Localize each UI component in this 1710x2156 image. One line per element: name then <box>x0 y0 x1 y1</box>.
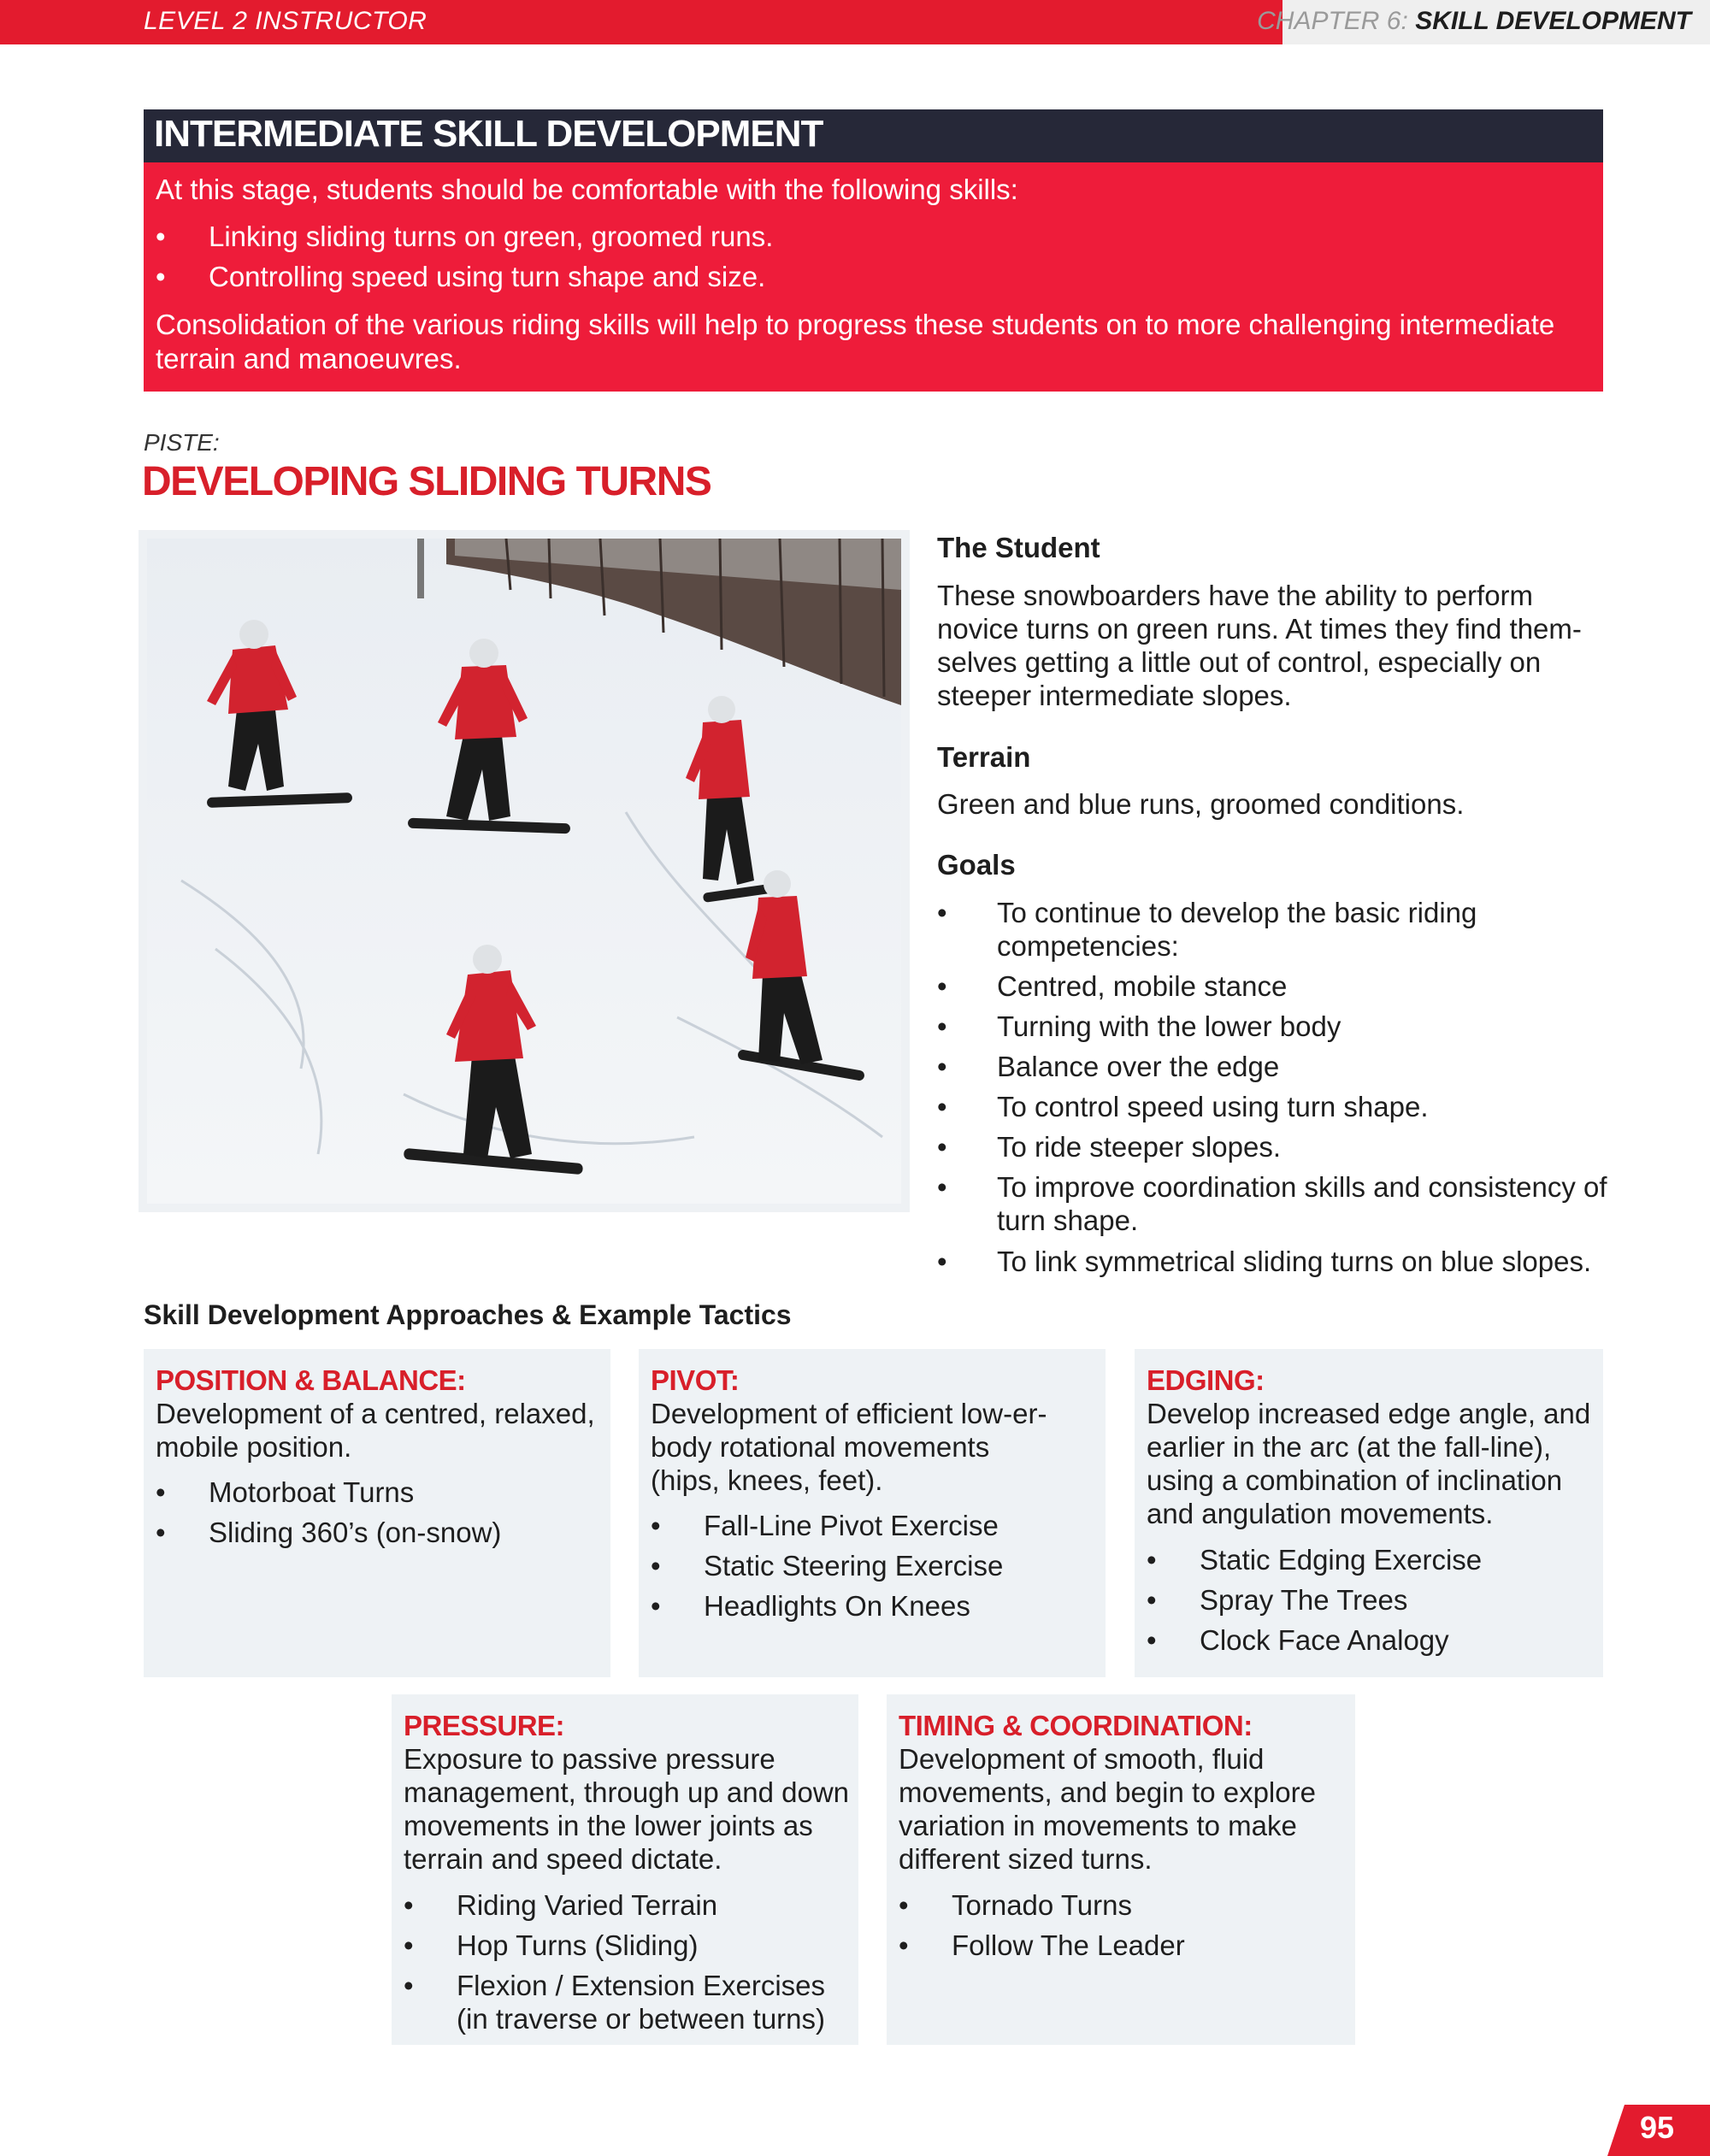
card-item-text: Fall-Line Pivot Exercise <box>704 1510 999 1541</box>
goal-text: Centred, mobile stance <box>997 970 1288 1002</box>
bullet-dot: • <box>404 1889 414 1921</box>
chapter-prefix: CHAPTER 6: <box>1257 7 1408 35</box>
approaches-title: Skill Development Approaches & Example Tactics <box>144 1299 792 1330</box>
card-item-text: Sliding 360’s (on-snow) <box>209 1517 502 1548</box>
bullet-dot: • <box>156 261 166 292</box>
card-item-text: Flexion / Extension Exercises (in traverse or between turns) <box>457 1970 826 2035</box>
card-description: Exposure to passive pressure management, through up and down movements in the lower joints as terrain and speed dictate. <box>404 1743 850 1875</box>
bullet-dot: • <box>1147 1584 1157 1616</box>
card-item-text: Motorboat Turns <box>209 1476 415 1508</box>
card-title: TIMING & COORDINATION: <box>899 1710 1253 1741</box>
header-course-label: LEVEL 2 INSTRUCTOR <box>144 7 428 35</box>
page-number-slant <box>1607 2105 1624 2156</box>
intro-box <box>144 162 1603 392</box>
intro-lead: At this stage, students should be comfortable with the following skills: <box>156 174 1018 205</box>
bullet-dot: • <box>937 1051 947 1082</box>
card-item-text: Follow The Leader <box>952 1929 1185 1961</box>
bullet-dot: • <box>937 897 947 928</box>
bullet-dot: • <box>651 1590 661 1622</box>
card-description: Development of a centred, relaxed, mobile position. <box>156 1398 595 1463</box>
student-text: These snowboarders have the ability to perform novice turns on green runs. At times they find them-selves getting a little out of control, especially on steeper intermediate slopes. <box>937 580 1582 711</box>
card-item-text: Riding Varied Terrain <box>457 1889 718 1921</box>
card-item-text: Static Edging Exercise <box>1200 1544 1483 1576</box>
card-item-text: Spray The Trees <box>1200 1584 1408 1616</box>
card-description: Develop increased edge angle, and earlier in the arc (at the fall-line), using a combination of inclination and angulation movements. <box>1147 1398 1591 1529</box>
goal-text: To control speed using turn shape. <box>997 1091 1429 1122</box>
card-position-balance <box>144 1349 610 1677</box>
card-title: EDGING: <box>1147 1364 1265 1396</box>
bullet-dot: • <box>651 1510 661 1541</box>
card-timing-coordination <box>887 1694 1355 2045</box>
goal-text: Balance over the edge <box>997 1051 1280 1082</box>
bullet-dot: • <box>899 1929 909 1961</box>
goal-text: To continue to develop the basic riding competencies: <box>997 897 1477 962</box>
section-kicker: PISTE: <box>144 429 220 456</box>
card-item-text: Static Steering Exercise <box>704 1550 1004 1582</box>
chapter-title: SKILL DEVELOPMENT <box>1415 7 1691 35</box>
bullet-dot: • <box>937 1246 947 1277</box>
goal-text: To ride steeper slopes. <box>997 1131 1282 1163</box>
intro-bullet-text: Linking sliding turns on green, groomed runs. <box>209 221 774 252</box>
intro-title: INTERMEDIATE SKILL DEVELOPMENT <box>154 113 823 155</box>
intro-closing: Consolidation of the various riding skills will help to progress these students on to more challenging intermediate terrain and manoeuvres. <box>156 309 1555 374</box>
snowboarders-photo <box>147 539 901 1204</box>
goal-text: To link symmetrical sliding turns on blue slopes. <box>997 1246 1592 1277</box>
goal-text: Turning with the lower body <box>997 1010 1341 1042</box>
card-edging <box>1135 1349 1603 1677</box>
student-heading: The Student <box>937 532 1100 563</box>
bullet-dot: • <box>156 221 166 252</box>
card-title: PIVOT: <box>651 1364 740 1396</box>
bullet-dot: • <box>404 1970 414 2001</box>
header-chapter-label <box>1257 7 1691 36</box>
bullet-dot: • <box>937 1131 947 1163</box>
bullet-dot: • <box>404 1929 414 1961</box>
card-item-text: Hop Turns (Sliding) <box>457 1929 699 1961</box>
goal-text: To improve coordination skills and consistency of turn shape. <box>997 1171 1607 1236</box>
bullet-dot: • <box>937 1171 947 1203</box>
card-pivot <box>639 1349 1106 1677</box>
bullet-dot: • <box>156 1517 166 1548</box>
terrain-text: Green and blue runs, groomed conditions. <box>937 788 1465 820</box>
goals-heading: Goals <box>937 849 1016 881</box>
card-item-text: Clock Face Analogy <box>1200 1624 1449 1656</box>
bullet-dot: • <box>937 970 947 1002</box>
card-description: Development of efficient low-er-body rotational movements (hips, knees, feet). <box>651 1398 1047 1496</box>
bullet-dot: • <box>651 1550 661 1582</box>
bullet-dot: • <box>1147 1624 1157 1656</box>
page-number: 95 <box>1640 2110 1675 2145</box>
card-title: POSITION & BALANCE: <box>156 1364 466 1396</box>
bullet-dot: • <box>899 1889 909 1921</box>
card-pressure <box>392 1694 858 2045</box>
bullet-dot: • <box>937 1010 947 1042</box>
card-description: Development of smooth, fluid movements, and begin to explore variation in movements to make different sized turns. <box>899 1743 1316 1875</box>
terrain-heading: Terrain <box>937 741 1031 773</box>
card-item-text: Tornado Turns <box>952 1889 1132 1921</box>
bullet-dot: • <box>1147 1544 1157 1576</box>
intro-bullet-text: Controlling speed using turn shape and size. <box>209 261 766 292</box>
section-title: DEVELOPING SLIDING TURNS <box>142 459 711 504</box>
card-item-text: Headlights On Knees <box>704 1590 970 1622</box>
bullet-dot: • <box>156 1476 166 1508</box>
card-title: PRESSURE: <box>404 1710 565 1741</box>
bullet-dot: • <box>937 1091 947 1122</box>
